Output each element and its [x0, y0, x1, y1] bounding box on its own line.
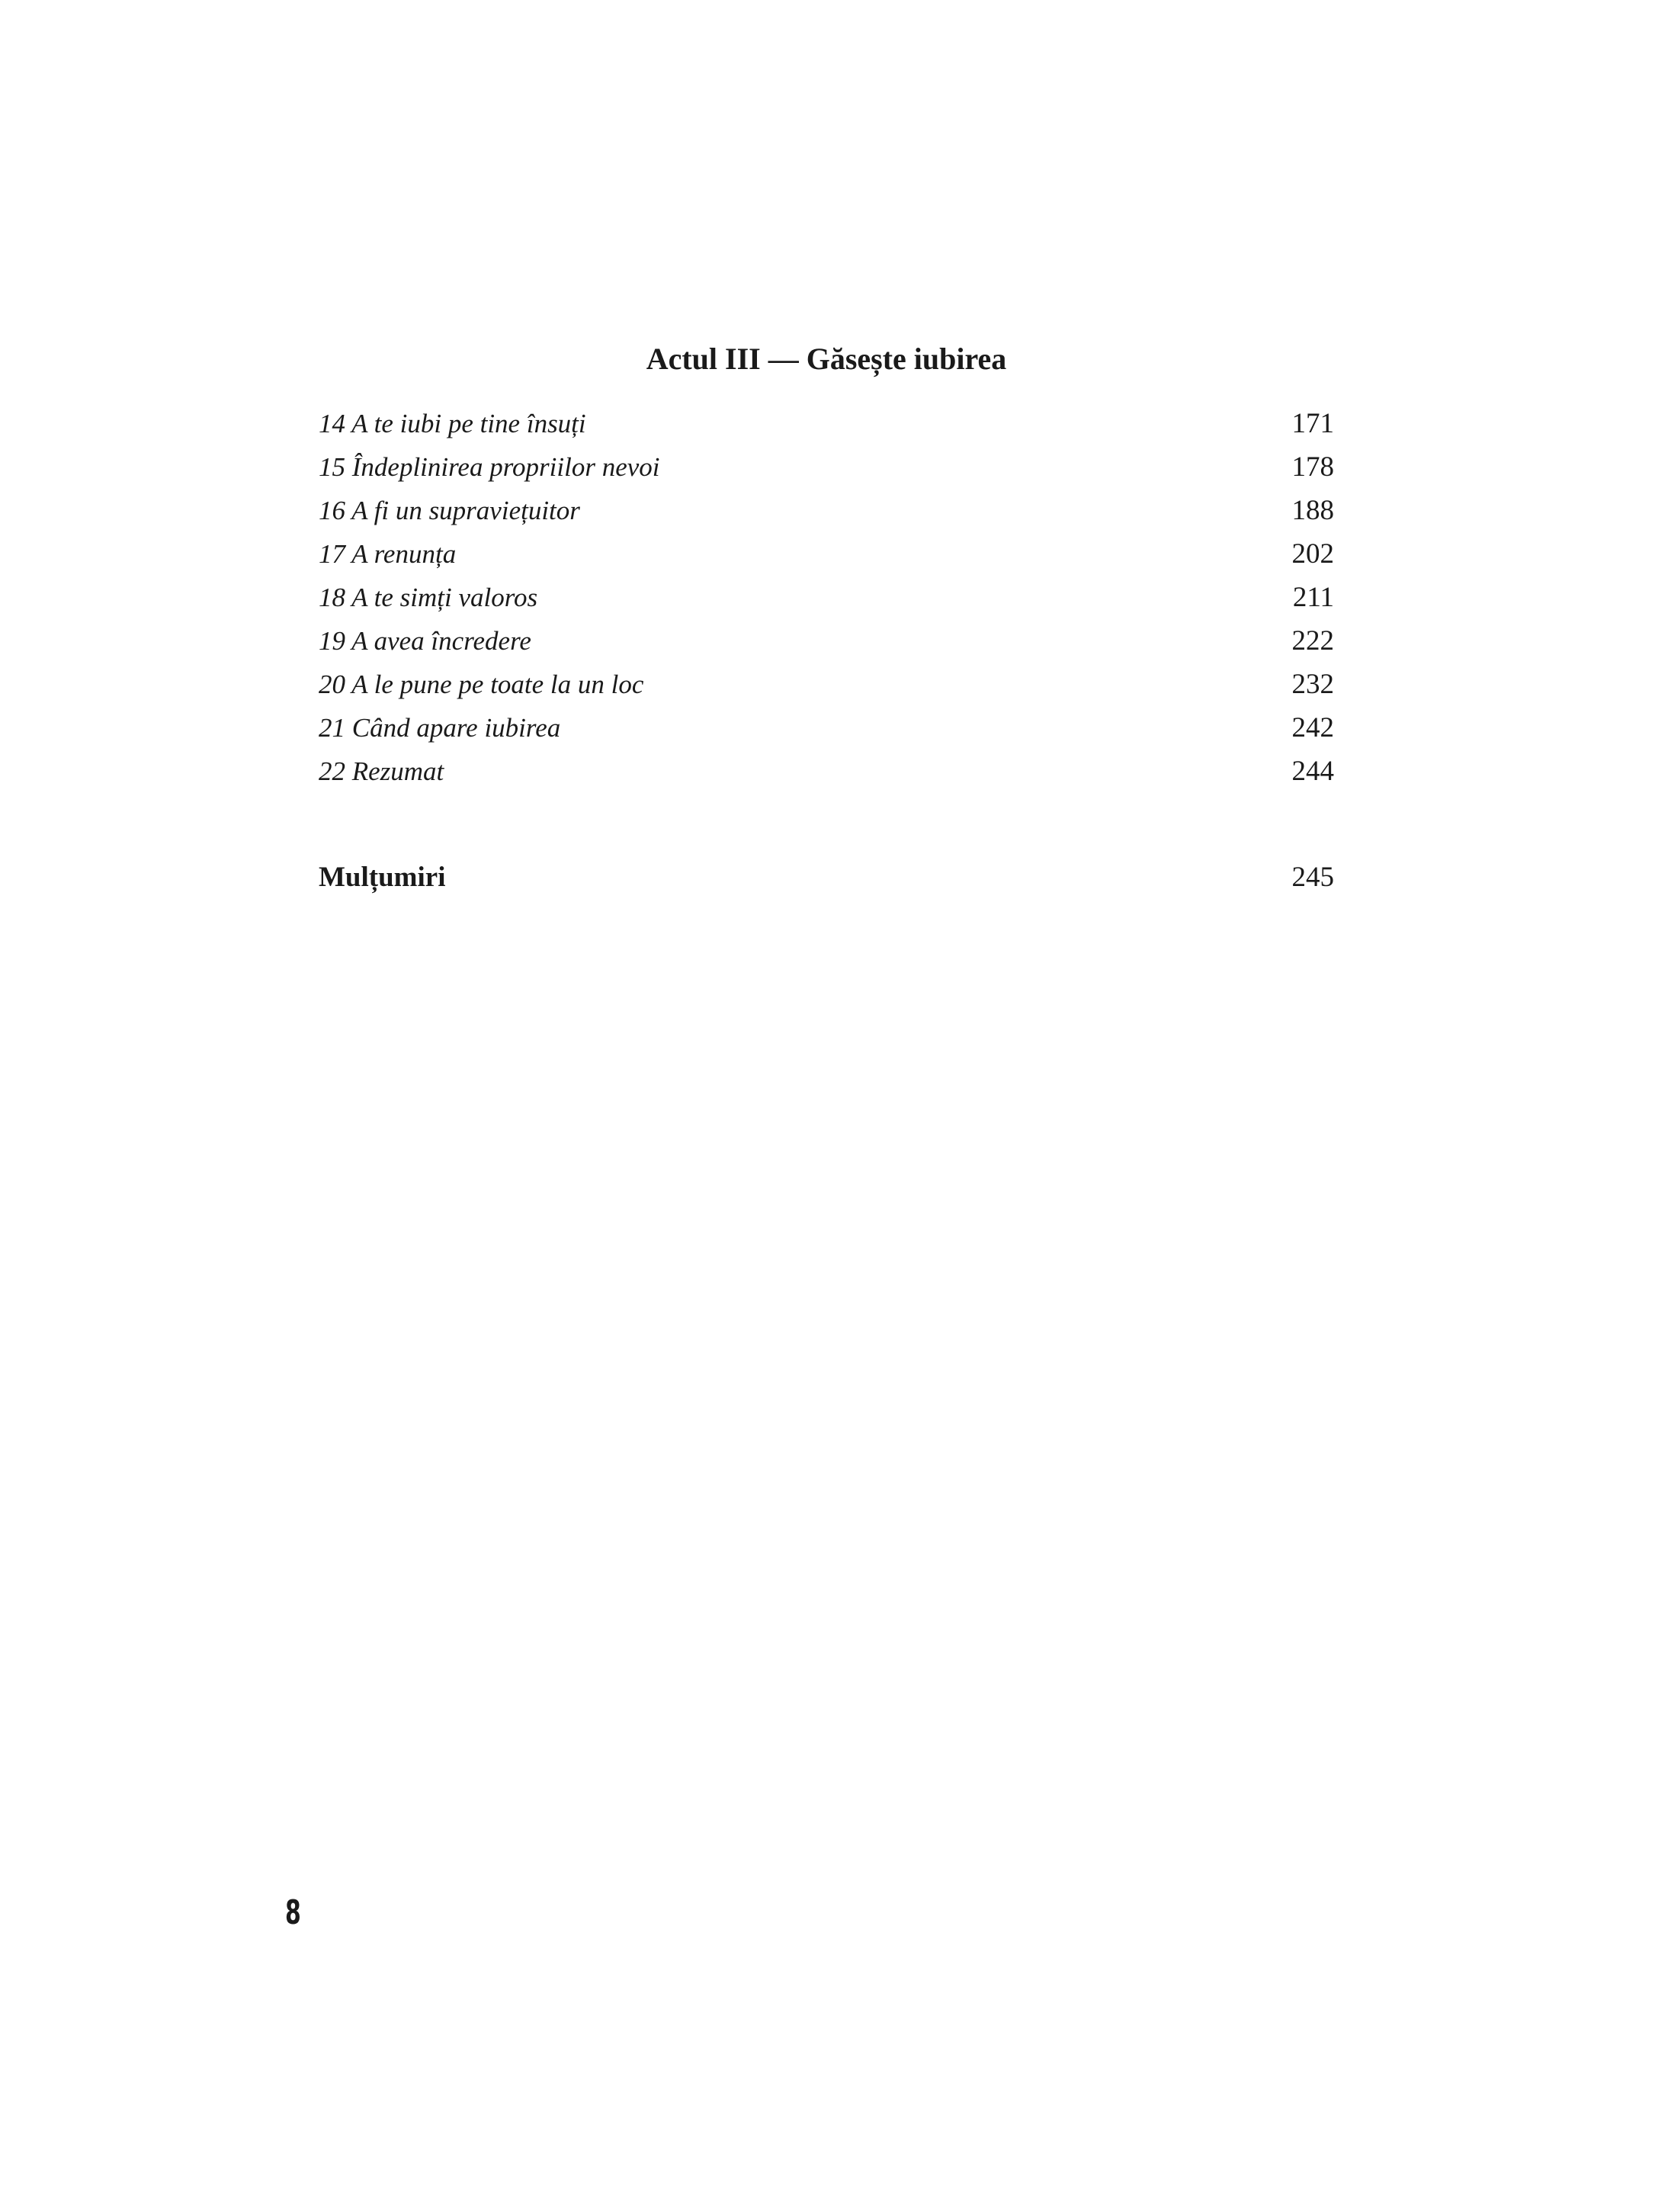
toc-entry: [319, 619, 1334, 663]
toc-entry: [319, 750, 1334, 793]
toc-entry: [319, 402, 1334, 445]
toc-entry: [319, 706, 1334, 750]
toc-entry: [319, 445, 1334, 489]
toc-entry-page-number: 188: [1291, 495, 1334, 526]
toc-entry-label: 16 A fi un supraviețuitor: [319, 496, 580, 525]
folio-page-number: 8: [285, 1893, 301, 1932]
toc-entry-label: 19 A avea încredere: [319, 626, 531, 656]
toc-entry-page-number: 244: [1291, 756, 1334, 787]
toc-entry: [319, 532, 1334, 576]
toc-entry-page-number: 242: [1291, 712, 1334, 743]
toc-entry-label: 14 A te iubi pe tine însuți: [319, 409, 586, 438]
toc-entry-page-number: 232: [1291, 669, 1334, 700]
acknowledgments-label: Mulțumiri: [319, 862, 446, 893]
toc-entry-label: 22 Rezumat: [319, 756, 444, 786]
toc-entry-label: 17 A renunța: [319, 539, 457, 569]
toc-list: [319, 402, 1334, 793]
toc-entry-label: 15 Îndeplinirea propriilor nevoi: [319, 452, 660, 482]
toc-entry-page-number: 202: [1291, 538, 1334, 570]
toc-entry-page-number: 171: [1291, 408, 1334, 439]
toc-entry: [319, 489, 1334, 532]
toc-entry-label: 18 A te simți valoros: [319, 583, 538, 612]
section-heading: Actul III — Găsește iubirea: [646, 342, 1007, 376]
toc-entry-page-number: 211: [1292, 582, 1334, 613]
toc-entry-label: 21 Când apare iubirea: [319, 713, 561, 743]
toc-entry: [319, 576, 1334, 619]
toc-entry: [319, 663, 1334, 706]
toc-entry-label: 20 A le pune pe toate la un loc: [319, 669, 644, 699]
acknowledgments-page-number: 245: [1291, 862, 1334, 893]
acknowledgments-row: [319, 856, 1334, 899]
toc-entry-page-number: 178: [1291, 451, 1334, 483]
toc-entry-page-number: 222: [1291, 625, 1334, 657]
